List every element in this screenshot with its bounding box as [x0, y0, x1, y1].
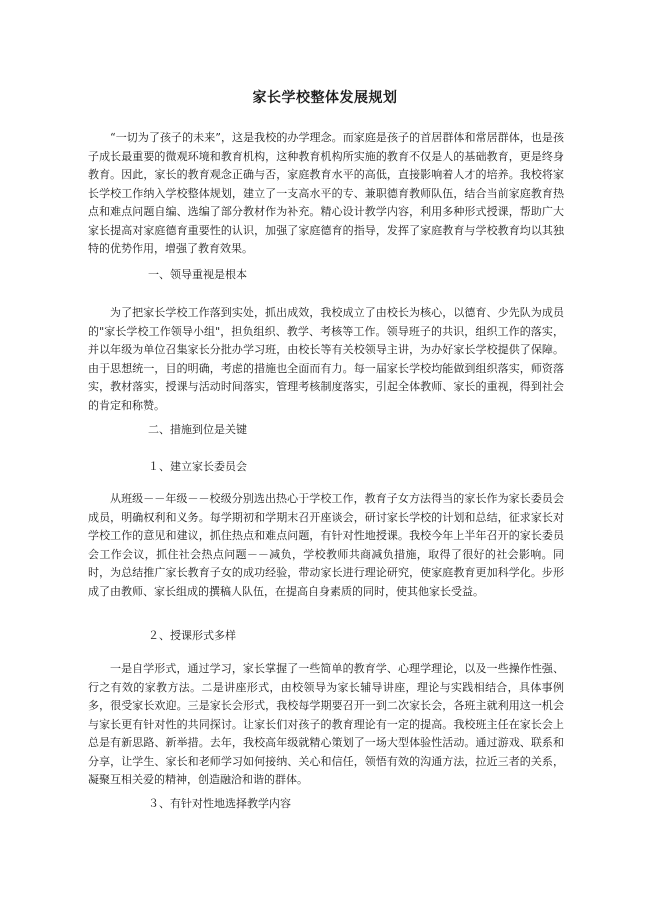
- section-heading-measures: 二、措施到位是关键: [148, 423, 247, 436]
- subheading-teaching-content: ３、有针对性地选择教学内容: [148, 797, 291, 810]
- parent-committee-paragraph: 从班级－－年级－－校级分别选出热心于学校工作，教育子女方法得当的家长作为家长委员会成员，明确权利和义务。每学期初和学期末召开座谈会，研讨家长学校的计划和总结，征求家长对学校工作的意见和建议，抓住热点和难点问题，有针对性地授课。我校今年上半年召开的家长委员会工作会议，抓住社会热点问题－－减负，学校教师共商减负措施，取得了很好的社会影响。同时，为总结推广家长教育子女的成功经验，带动家长进行理论研究，使家庭教育更加科学化。步形成了由教师、家长组成的撰稿人队伍，在提高自身素质的同时，使其他家长受益。: [88, 492, 564, 598]
- subheading-parent-committee: １、建立家长委员会: [148, 460, 247, 473]
- leadership-paragraph: 为了把家长学校工作落到实处，抓出成效，我校成立了由校长为核心，以德育、少先队为成员的"家长学校工作领导小组"，担负组织、教学、考核等工作。领导班子的共识，组织工作的落实，并以年级为单位召集家长分批办学习班，由校长等有关校领导主讲，为办好家长学校提供了保障。由于思想统一，目的明确，考虑的措施也全面而有力。每一届家长学校均能做到组织落实，师资落实，教材落实，授课与活动时间落实，管理考核制度落实，引起全体教师、家长的重视，得到社会的肯定和称赞。: [88, 306, 564, 412]
- intro-paragraph: “一切为了孩子的未来”，这是我校的办学理念。而家庭是孩子的首居群体和常居群体，也是孩子成长最重要的微观环境和教育机构，这种教育机构所实施的教育不仅是人的基础教育，更是终身教育。因此，家长的教育观念正确与否，家庭教育水平的高低，直接影响着人才的培养。我校将家长学校工作纳入学校整体规划，建立了一支高水平的专、兼职德育教师队伍，结合当前家庭教育热点和难点问题自编、选编了部分教材作为补充。精心设计教学内容，利用多种形式授课，帮助广大家长提高对家庭德育重要性的认识，加强了家庭德育的指导，发挥了家庭教育与学校教育均以其独特的优势作用，增强了教育效果。: [88, 131, 564, 255]
- section-heading-leadership: 一、领导重视是根本: [148, 268, 247, 281]
- document-title: 家长学校整体发展规划: [252, 90, 398, 106]
- teaching-forms-paragraph: 一是自学形式，通过学习，家长掌握了一些简单的教育学、心理学理论，以及一些操作性强、行之有效的家教方法。二是讲座形式，由校领导为家长辅导讲座，理论与实践相结合，具体事例多，很受家长欢迎。三是家长会形式，我校每学期要召开一到二次家长会，各班主就利用这一机会与家长更有针对性的共同探讨。让家长们对孩子的教育理论有一定的提高。我校班主任在家长会上总是有新思路、新举措。去年，我校高年级就精心策划了一场大型体验性活动。通过游戏、联系和分享，让学生、家长和老师学习如何接纳、关心和信任，领悟有效的沟通方法，拉近三者的关系，凝聚互相关爱的精神，创造融洽和谐的群体。: [88, 662, 564, 786]
- subheading-teaching-forms: ２、授课形式多样: [148, 629, 236, 642]
